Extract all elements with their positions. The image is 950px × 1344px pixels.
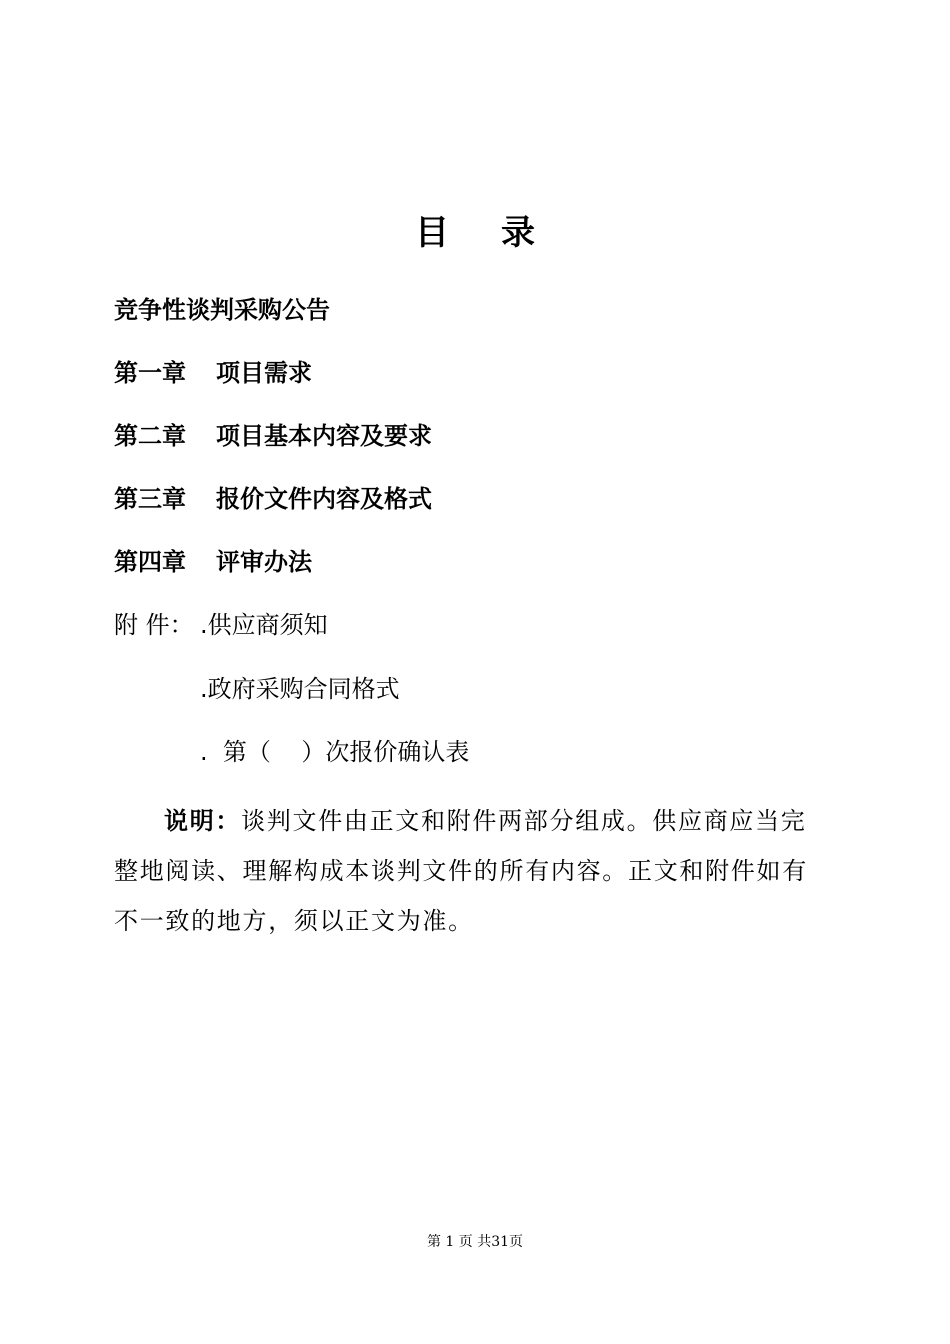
toc-item-chapter-4	[114, 545, 312, 579]
page-title	[0, 208, 950, 258]
chapter-title: 评审办法	[216, 548, 312, 576]
chapter-title: 项目基本内容及要求	[216, 422, 432, 450]
toc-announcement-label: 竞争性谈判采购公告	[114, 296, 330, 324]
chapter-number: 第三章	[114, 485, 186, 513]
title-char-1: 目	[415, 213, 449, 253]
explanation-text: 谈判文件由正文和附件两部分组成。供应商应当完整地阅读、理解构成本谈判文件的所有内容。正文和附件如有不一致的地方，须以正文为准。	[114, 807, 808, 935]
toc-item-chapter-1	[114, 356, 312, 390]
chapter-title: 报价文件内容及格式	[216, 485, 432, 513]
chapter-number: 第一章	[114, 359, 186, 387]
annex-item-supplier-notice: .供应商须知	[200, 611, 328, 639]
chapter-title: 项目需求	[216, 359, 312, 387]
chapter-number: 第四章	[114, 548, 186, 576]
page-footer: 第 1 页 共31页	[426, 1234, 524, 1250]
title-char-2: 录	[501, 213, 535, 253]
annex-item-contract-format: .政府采购合同格式	[200, 675, 400, 703]
annex-label: 附 件：	[114, 611, 194, 639]
chapter-number: 第二章	[114, 422, 186, 450]
explanation-paragraph	[114, 796, 830, 946]
annex-item-quote-confirmation: . 第（ ）次报价确认表	[200, 738, 470, 766]
toc-item-chapter-3	[114, 482, 432, 516]
explanation-label: 说明：	[164, 807, 242, 835]
toc-item-announcement	[114, 293, 330, 327]
toc-item-chapter-2	[114, 419, 432, 453]
